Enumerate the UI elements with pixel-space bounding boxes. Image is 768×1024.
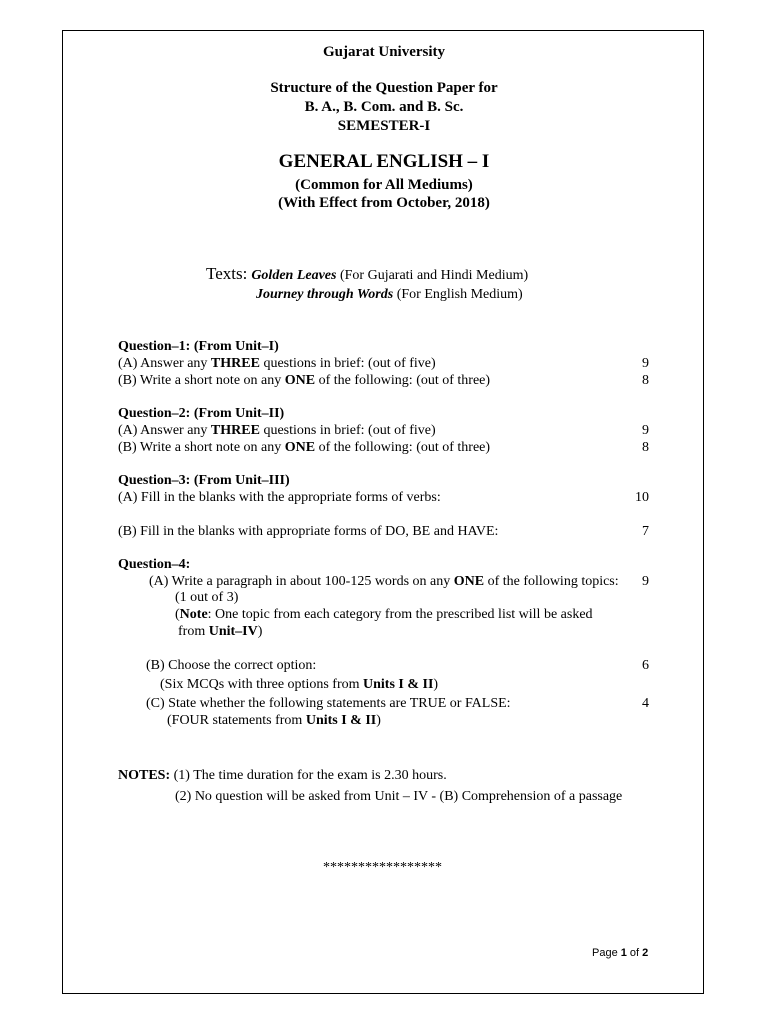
q3-a: (A) Fill in the blanks with the appropriate forms of verbs: (118, 490, 441, 505)
q1-a: (A) Answer any THREE questions in brief: (out of five) (118, 356, 436, 371)
page-number: Page 1 of 2 (592, 947, 649, 959)
q4-b: (B) Choose the correct option: (146, 658, 317, 673)
university-name: Gujarat University (322, 44, 446, 60)
notes-label: NOTES: (118, 768, 171, 783)
q2-b: (B) Write a short note on any ONE of the following: (out of three) (118, 440, 491, 455)
q4-b-marks: 6 (642, 658, 649, 673)
q1-heading: Question–1: (From Unit–I) (118, 339, 279, 354)
q4-c: (C) State whether the following statements are TRUE or FALSE: (146, 696, 511, 711)
book-2-title: Journey through Words (256, 287, 394, 302)
q3-b-marks: 7 (642, 524, 649, 539)
q4-a-note: (Note: One topic from each category from the prescribed list will be asked (175, 607, 593, 622)
notes-line-1: NOTES: (1) The time duration for the exam is 2.30 hours. (118, 768, 447, 783)
structure-line: Structure of the Question Paper for (270, 80, 498, 96)
texts-label: Texts: (206, 264, 248, 283)
q3-heading: Question–3: (From Unit–III) (118, 473, 290, 488)
separator-stars: ***************** (323, 860, 442, 875)
q3-a-marks: 10 (635, 490, 649, 505)
q2-b-marks: 8 (642, 440, 649, 455)
q1-b: (B) Write a short note on any ONE of the following: (out of three) (118, 373, 491, 388)
book-1-note: (For Gujarati and Hindi Medium) (336, 268, 529, 283)
q4-c-marks: 4 (642, 696, 649, 711)
q2-a: (A) Answer any THREE questions in brief: (out of five) (118, 423, 436, 438)
page-border (62, 30, 704, 994)
q4-a-note-line2: from Unit–IV) (178, 624, 263, 639)
q2-heading: Question–2: (From Unit–II) (118, 406, 285, 421)
q4-c-sub: (FOUR statements from Units I & II) (167, 713, 381, 728)
common-note: (Common for All Mediums) (295, 177, 473, 193)
q4-a: (A) Write a paragraph in about 100-125 words on any ONE of the following topics: (149, 574, 619, 589)
programs-line: B. A., B. Com. and B. Sc. (304, 99, 464, 115)
q4-heading: Question–4: (118, 557, 191, 572)
texts-line-2 (256, 285, 523, 303)
q4-b-sub: (Six MCQs with three options from Units I & II) (160, 677, 439, 692)
book-2-note: (For English Medium) (393, 287, 523, 302)
q2-a-marks: 9 (642, 423, 649, 438)
q1-a-marks: 9 (642, 356, 649, 371)
q3-b: (B) Fill in the blanks with appropriate forms of DO, BE and HAVE: (118, 524, 499, 539)
course-title: GENERAL ENGLISH – I (278, 151, 490, 172)
book-1-title: Golden Leaves (251, 268, 337, 283)
texts-line-1 (206, 264, 528, 284)
q4-a-line2: (1 out of 3) (175, 590, 239, 605)
notes-line-2: (2) No question will be asked from Unit – IV - (B) Comprehension of a passage (175, 789, 623, 804)
semester-line: SEMESTER-I (337, 118, 431, 134)
effect-note: (With Effect from October, 2018) (278, 195, 490, 211)
q1-b-marks: 8 (642, 373, 649, 388)
q4-a-marks: 9 (642, 574, 649, 589)
